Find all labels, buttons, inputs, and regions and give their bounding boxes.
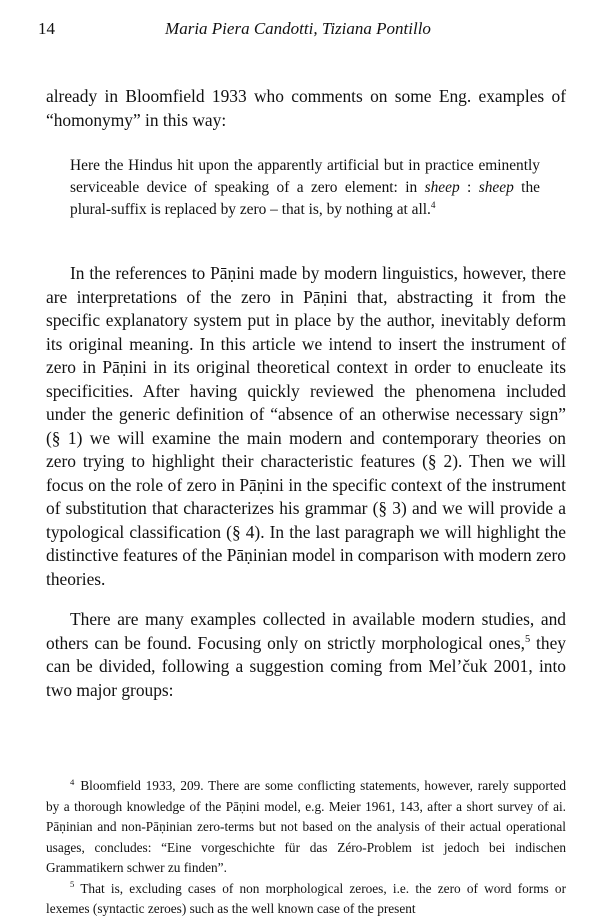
footnote-ref-4: 4 <box>430 199 436 210</box>
quote-italic-2: sheep <box>478 179 514 196</box>
quote-text-1: Here the Hindus hit upon the apparently artificial but in practice eminently serviceable device of speaking of a zero element: in <box>70 157 540 196</box>
page-number: 14 <box>38 19 55 38</box>
quote-text-3: the plural-suffix is replaced by zero – that is, by nothing at all. <box>70 179 540 218</box>
paragraph-1-text: In the references to Pāṇini made by modern linguistics, however, there are interpretations of the zero in Pāṇini that, abstracting it from the specific explanatory system put in place by the author, inevitably deform its original meaning. In this article we intend to insert the instrument of zero in Pāṇini in its original theoretical context in order to enucleate its specificities. After having quickly reviewed the phenomena included under the generic definition of “absence of an otherwise necessary sign” (§ 1) we will examine the main modern and contemporary theories on zero trying to highlight their characteristic features (§ 2). Then we will focus on the role of zero in Pāṇini in the specific context of the instrument of substitution that characterizes his grammar (§ 3) and we will provide a typological classification (§ 4). In the last paragraph we will highlight the distinctive features of the Pāṇinian model in comparison with modern zero theories. <box>46 263 566 589</box>
footnote-4-text: Bloomfield 1933, 209. There are some conflicting statements, however, rarely supported by a thorough knowledge of the Pāṇini model, e.g. Meier 1961, 143, after a short survey of ai. Pāṇinian and non-Pāṇinian zero-terms but not based on the analysis of their actual operational usages, concludes: “Eine vorgeschichte für das Zéro-Problem ist jedoch bei indischen Grammatikern schwer zu finden”. <box>46 778 566 875</box>
paragraph-1 <box>46 262 566 591</box>
footnote-5-text: That is, excluding cases of non morphological zeroes, i.e. the zero of word forms or lexemes (syntactic zeroes) such as the well known case of the present <box>46 880 566 916</box>
quote-text-2: : <box>459 179 479 196</box>
paragraph-2-text-1: There are many examples collected in available modern studies, and others can be found. Focusing only on strictly morphological ones, <box>46 609 566 653</box>
paragraph-2-text-2: they can be divided, following a suggestion coming from Mel’čuk 2001, into two major groups: <box>46 632 566 700</box>
running-head: Maria Piera Candotti, Tiziana Pontillo <box>165 19 431 38</box>
footnote-4-mark: 4 <box>70 776 75 787</box>
footnote-5-mark: 5 <box>70 879 75 890</box>
paragraph-2 <box>46 608 566 702</box>
footnotes <box>46 776 566 920</box>
paragraph-2-text <box>46 608 566 702</box>
intro-paragraph <box>46 85 566 132</box>
footnote-ref-5: 5 <box>524 633 531 645</box>
block-quote <box>70 155 540 221</box>
footnote-5 <box>46 879 566 920</box>
footnote-4 <box>46 776 566 879</box>
intro-text: already in Bloomfield 1933 who comments on some Eng. examples of “homonymy” in this way: <box>46 86 566 130</box>
quote-italic-1: sheep <box>424 179 460 196</box>
